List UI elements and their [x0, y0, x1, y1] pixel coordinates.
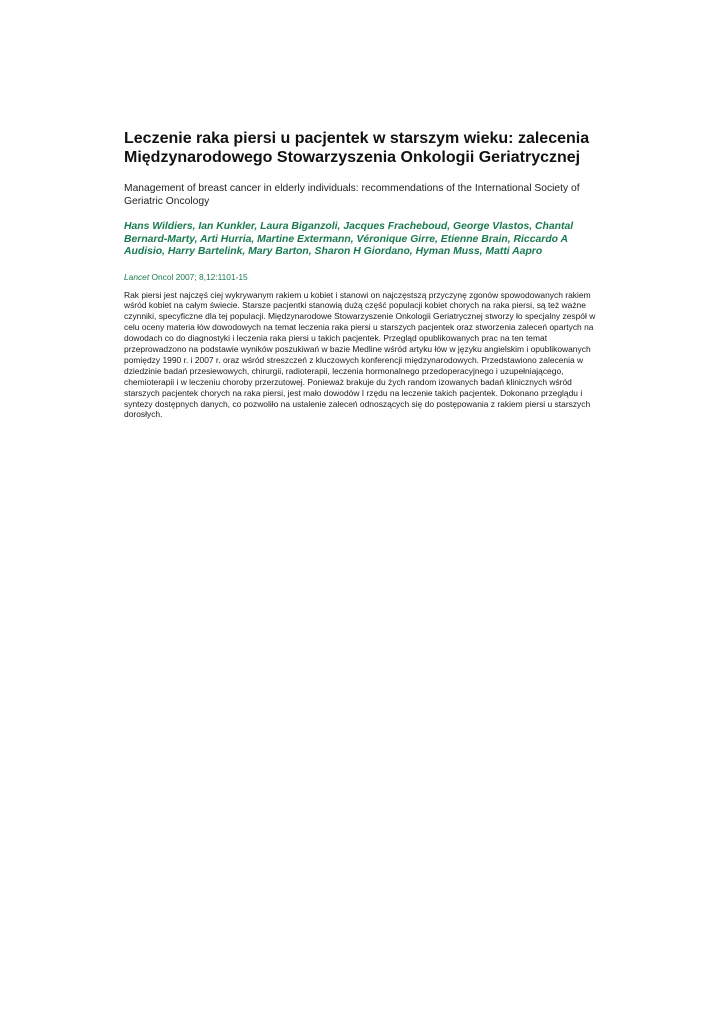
- title-line-1: Leczenie raka piersi u pacjentek w starszym wieku: zalecenia: [124, 130, 590, 147]
- article-page: [124, 129, 604, 420]
- abstract-text: Rak piersi jest najczęś ciej wykrywanym rakiem u kobiet i stanowi on najczęstszą przyczynę zgonów spowodowanych rakiem wśród kobiet na całym świecie. Starsze pacjentki stanowią dużą część populacji kobiet chorych na raka piersi, są też ważne czynniki, specyficzne dla tej populacji. Międzynarodowe Stowarzyszenie Onkologii Geriatrycznej stworzy ło specjalny zespół w celu oceny materia łów dowodowych na temat leczenia raka piersi u starszych pacjentek oraz stworzenia zaleceń opartych na dowodach co do diagnostyki i leczenia raka piersi u takich pacjentek. Przegląd opublikowanych prac na ten temat przeprowadzono na podstawie wyników poszukiwań w bazie Medline wśród artyku łów w języku angielskim i opublikowanych pomiędzy 1990 r. i 2007 r. oraz wśród streszczeń z kluczowych konferencji międzynarodowych. Przedstawiono zalecenia w dziedzinie badań przesiewowych, chirurgii, radioterapii, leczenia hormonalnego przedoperacyjnego i uzupełniającego, chemioterapii i w leczeniu choroby przerzutowej. Ponieważ brakuje du żych random izowanych badań klinicznych wśród starszych pacjentek chorych na raka piersi, jest mało dowodów I rzędu na leczenie takich pacjentek. Dokonano przeglądu i syntezy dostępnych danych, co pozwoliło na ustalenie zaleceń odnoszących się do postępowania z rakiem piersi u starszych dorosłych.: [124, 289, 596, 420]
- journal-name: Lancet: [124, 271, 150, 282]
- title-line-2: Międzynarodowego Stowarzyszenia Onkologii Geriatrycznej: [124, 149, 581, 166]
- article-title: [124, 129, 604, 167]
- author-list: Hans Wildiers, Ian Kunkler, Laura Biganzoli, Jacques Fracheboud, George Vlastos, Chantal Bernard-Marty, Arti Hurria, Martine Extermann, Véronique Girre, Etienne Brain, Riccardo A Audisio, Harry Bartelink, Mary Barton, Sharon H Giordano, Hyman Muss, Matti Aapro: [124, 221, 574, 257]
- citation-details: Oncol 2007; 8,12:1101-15: [149, 271, 248, 282]
- citation: [124, 272, 604, 283]
- english-title: Management of breast cancer in elderly individuals: recommendations of the International Society of Geriatric Oncology: [124, 183, 580, 207]
